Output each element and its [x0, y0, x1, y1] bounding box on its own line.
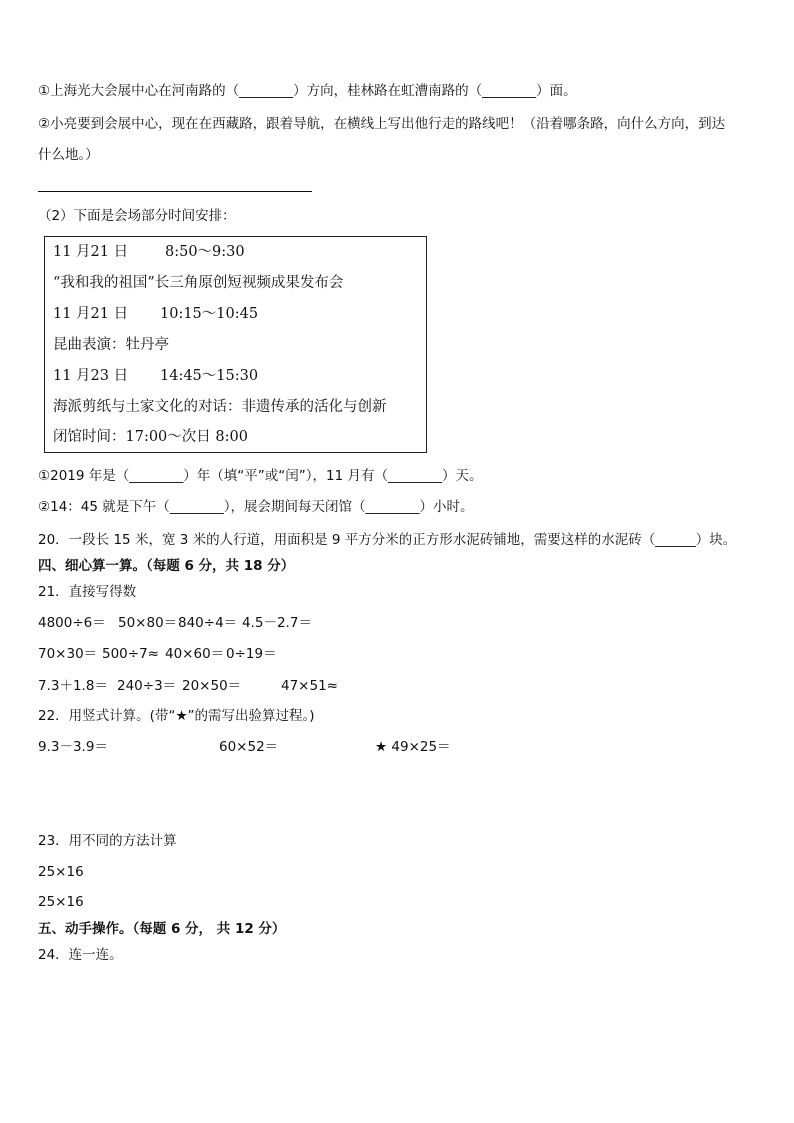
- schedule-date: 11 月21 日: [53, 306, 129, 322]
- oral-calc-item: 4800÷6＝: [38, 615, 106, 631]
- closing-time: 闭馆时间：17:00～次日 8:00: [53, 429, 248, 445]
- oral-calc-item: 7.3＋1.8＝: [38, 678, 108, 694]
- vertical-calc-item: 60×52＝: [219, 739, 279, 755]
- oral-calc-item: 47×51≈: [281, 678, 338, 694]
- schedule-event: “我和我的祖国”长三角原创短视频成果发布会: [53, 275, 344, 291]
- question-21-title: 21．直接写得数: [38, 584, 137, 600]
- question-23-title: 23．用不同的方法计算: [38, 833, 177, 849]
- schedule-time: 14:45～15:30: [160, 368, 259, 384]
- oral-calc-item: 500÷7≈: [102, 646, 159, 662]
- schedule-question-2: ②14：45 就是下午（________），展会期间每天闭馆（________）小时。: [38, 499, 474, 515]
- question-20: 20．一段长 15 米，宽 3 米的人行道，用面积是 9 平方分米的正方形水泥砖铺地，需要这样的水泥砖（______）块。: [38, 532, 737, 548]
- section-4-heading: 四、细心算一算。（每题 6 分，共 18 分）: [38, 558, 295, 574]
- schedule-event: 海派剪纸与土家文化的对话：非遗传承的活化与创新: [53, 399, 387, 415]
- section-5-heading: 五、动手操作。（每题 6 分， 共 12 分）: [38, 921, 286, 937]
- vertical-calc-item: ★ 49×25＝: [375, 739, 451, 755]
- oral-calc-item: 70×30＝: [38, 646, 98, 662]
- oral-calc-item: 20×50＝: [182, 678, 242, 694]
- schedule-time: 8:50～9:30: [165, 244, 245, 260]
- oral-calc-item: 840÷4＝: [178, 615, 238, 631]
- vertical-calc-item: 9.3－3.9＝: [38, 739, 108, 755]
- multi-method-item: 25×16: [38, 894, 84, 910]
- oral-calc-item: 240÷3＝: [117, 678, 177, 694]
- schedule-intro: （2）下面是会场部分时间安排：: [38, 208, 236, 224]
- schedule-date: 11 月21 日: [53, 244, 129, 260]
- oral-calc-item: 0÷19＝: [226, 646, 277, 662]
- schedule-date: 11 月23 日: [53, 368, 129, 384]
- schedule-question-1: ①2019 年是（________）年（填“平”或“闰”），11 月有（________）天。: [38, 468, 483, 484]
- multi-method-item: 25×16: [38, 864, 84, 880]
- question-22-title: 22．用竖式计算。(带“★”的需写出验算过程。): [38, 708, 315, 724]
- q-map-line-3: 什么地。）: [38, 147, 99, 163]
- answer-blank-line: [38, 191, 312, 192]
- schedule-box: [44, 236, 427, 453]
- oral-calc-item: 4.5－2.7＝: [242, 615, 312, 631]
- q-map-line-2: ②小亮要到会展中心，现在在西藏路，跟着导航，在横线上写出他行走的路线吧！（沿着哪条路，向什么方向，到达: [38, 116, 726, 132]
- question-24: 24．连一连。: [38, 947, 123, 963]
- schedule-time: 10:15～10:45: [160, 306, 259, 322]
- q-map-line-1: ①上海光大会展中心在河南路的（________）方向，桂林路在虹漕南路的（________）面。: [38, 83, 577, 99]
- schedule-event: 昆曲表演：牡丹亭: [53, 337, 169, 353]
- oral-calc-item: 40×60＝: [165, 646, 225, 662]
- oral-calc-item: 50×80＝: [118, 615, 178, 631]
